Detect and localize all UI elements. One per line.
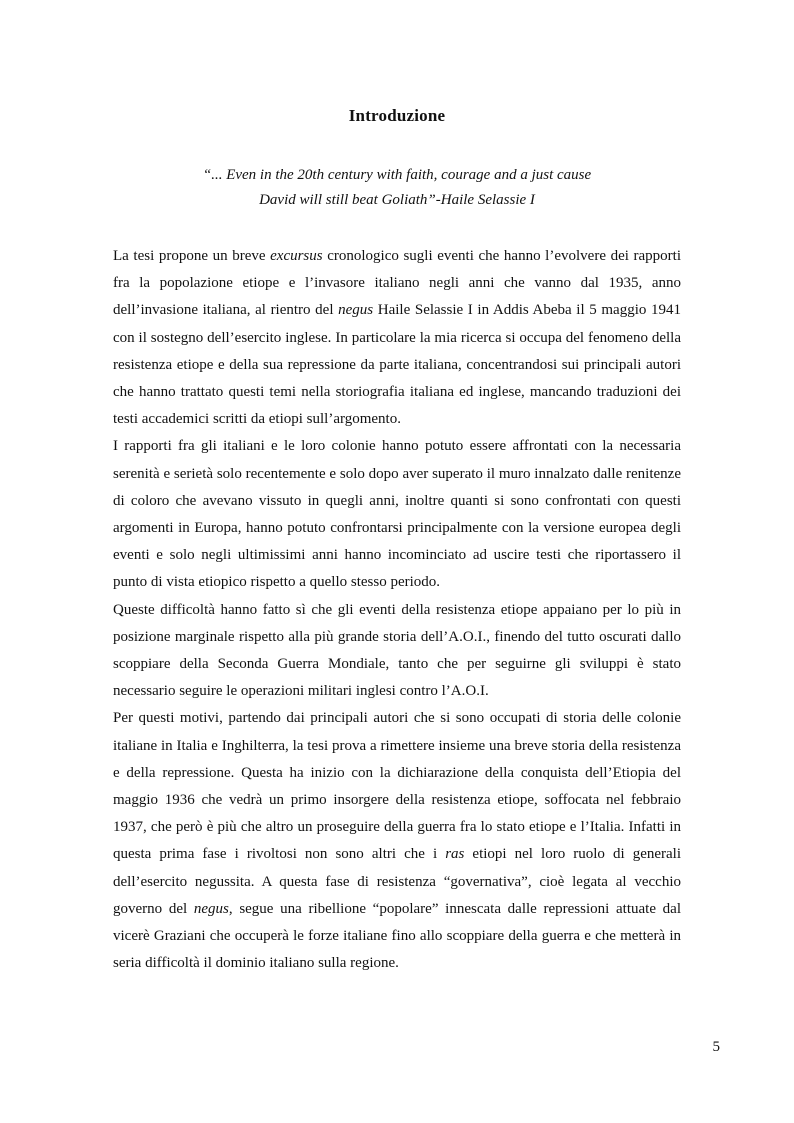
page-number: 5 <box>712 1039 720 1055</box>
paragraph <box>113 705 681 977</box>
paragraph-text: Haile Selassie I in Addis Abeba il 5 maggio 1941 con il sostegno dell’esercito inglese. In particolare la mia ricerca si occupa del fenomeno della resistenza etiope e della sua repressione da parte italiana, concentrandosi sui principali autori che hanno trattato questi temi nella storiografia italiana ed inglese, mancando traduzioni dei testi accademici scritti da etiopi sull’argomento. <box>113 302 681 428</box>
paragraph <box>113 243 681 433</box>
epigraph-line: “... Even in the 20th century with faith, courage and a just cause <box>202 167 592 183</box>
paragraph-text: cronologico sugli eventi che hanno l’evolvere dei rapporti fra la popolazione etiope e l’invasore italiano negli anni che vanno dal 1935, anno dell’invasione italiana, al rientro del <box>113 248 681 319</box>
italic-term: excursus <box>270 248 323 264</box>
epigraph <box>113 163 681 213</box>
italic-term: negus <box>338 302 374 319</box>
italic-term: ras <box>445 846 465 863</box>
paragraph: Queste difficoltà hanno fatto sì che gli eventi della resistenza etiope appaiano per lo più in posizione marginale rispetto alla più grande storia dell’A.O.I., finendo del tutto oscurati dallo scoppiare della Seconda Guerra Mondiale, tanto che per seguirne gli sviluppi è stato necessario seguire le operazioni militari inglesi contro l’A.O.I. <box>113 601 681 700</box>
page-title: Introduzione <box>348 106 446 125</box>
paragraph-text: Per questi motivi, partendo dai principali autori che si sono occupati di storia delle colonie italiane in Italia e Inghilterra, la tesi prova a rimettere insieme una breve storia della resistenza e della repressione. Questa ha inizio con la dichiarazione della conquista dell’Etiopia del maggio 1936 che vedrà un primo insorgere della resistenza etiope, soffocata nel febbraio 1937, che però è più che altro un proseguire della guerra fra lo stato etiope e l’Italia. Infatti in questa prima fase i rivoltosi non sono altri che i <box>113 710 681 863</box>
epigraph-line: David will still beat Goliath”-Haile Selassie I <box>259 192 535 208</box>
paragraph-text: , segue una ribellione “popolare” innescata dalle repressioni attuate dal vicerè Graziani che occuperà le forze italiane fino allo scoppiare della guerra e che metterà in seria difficoltà il dominio italiano sulla regione. <box>113 900 682 972</box>
paragraph: I rapporti fra gli italiani e le loro colonie hanno potuto essere affrontati con la necessaria serenità e serietà solo recentemente e solo dopo aver superato il muro innalzato dalle renitenze di coloro che avevano vissuto in quegli anni, inoltre quanti si sono confrontati con questi argomenti in Europa, hanno potuto confrontarsi principalmente con la versione europea degli eventi e solo negli ultimissimi anni hanno incominciato ad uscire testi che riportassero il punto di vista etiopico rispetto a quello stesso periodo. <box>113 438 681 591</box>
paragraph-text: La tesi propone un breve <box>113 248 271 264</box>
body-text <box>113 243 681 977</box>
paragraph-text: etiopi nel loro ruolo di generali dell’esercito negussita. A questa fase di resistenza “governativa”, cioè legata al vecchio governo del <box>113 846 682 917</box>
italic-term: negus <box>193 900 229 917</box>
